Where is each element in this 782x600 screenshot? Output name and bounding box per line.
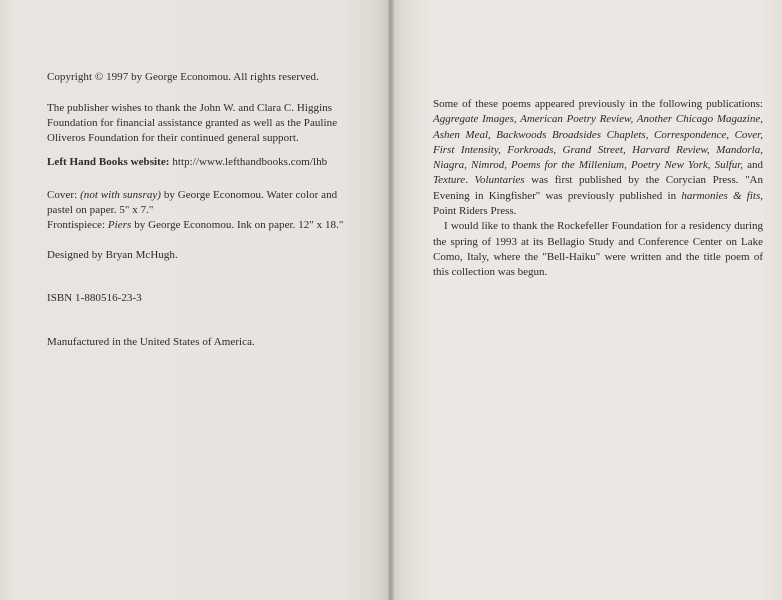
residency-paragraph: I would like to thank the Rockefeller Foundation for a residency during the spring of 1993 at its Bellagio Study and Conference Center on Lake Como, Italy, where the "Bell-Haiku" were written and the title poem of this collection was begun.	[433, 220, 763, 279]
acknowledgment-line: Foundation for financial assistance granted as well as the Pauline	[47, 117, 338, 129]
acknowledgments-text	[433, 97, 763, 281]
designer-line: Designed by Bryan McHugh.	[47, 249, 178, 261]
frontispiece-label: Frontispiece:	[47, 219, 106, 231]
publications-paragraph	[433, 97, 763, 219]
manufactured-block	[47, 335, 382, 350]
copyright-line: Copyright © 1997 by George Economou. All rights reserved.	[47, 71, 319, 83]
publications-and: and	[743, 159, 763, 172]
publications-intro: Some of these poems appeared previously in the following publications:	[433, 98, 763, 110]
acknowledgment-line: The publisher wishes to thank the John W. and Clara C. Higgins	[47, 102, 333, 114]
copyright-notice	[47, 70, 382, 85]
voluntaries-title: Voluntaries	[474, 174, 525, 187]
book-gutter	[388, 0, 394, 600]
publications-period: .	[465, 174, 475, 187]
right-page	[391, 0, 782, 600]
website-url: http://www.lefthandbooks.com/lhb	[172, 156, 328, 168]
designer-credit	[47, 248, 382, 263]
cover-text: by George Economou. Water color and	[161, 189, 338, 201]
frontispiece-text: by George Economou. Ink on paper. 12" x 18."	[131, 219, 344, 231]
publications-mid: was first published by the Corycian Press. "An Evening in Kingfisher" was previously published in	[433, 174, 764, 202]
isbn-block	[47, 291, 382, 306]
cover-title: (not with sunsray)	[80, 189, 162, 201]
website-label: Left Hand Books website:	[47, 156, 170, 168]
acknowledgment-line: Oliveros Foundation for their continued general support.	[47, 132, 299, 144]
frontispiece-title: Piers	[107, 219, 132, 231]
harmonies-title: harmonies & fits	[681, 189, 761, 202]
cover-credit	[47, 188, 382, 233]
cover-label: Cover:	[47, 189, 78, 201]
website-line	[47, 155, 382, 170]
isbn-line: ISBN 1-880516-23-3	[47, 292, 142, 304]
acknowledgment	[47, 101, 382, 146]
publications-end: , Point Riders Press.	[433, 189, 763, 218]
cover-line	[47, 188, 382, 203]
publication-texture: Texture	[433, 174, 466, 187]
cover-dimensions: pastel on paper. 5" x 7."	[47, 204, 154, 216]
manufactured-line: Manufactured in the United States of America.	[47, 336, 255, 348]
publications-list: Aggregate Images, American Poetry Review, Another Chicago Magazine, Ashen Meal, Backwoods Broadsides Chaplets, Correspondence, Cover, First Intensity, Forkroads, Grand Street, Harvard Review, Mandorla, Niagra, Nimrod, Poems for the Millenium, Poetry New York, Sulfur,	[433, 113, 763, 172]
frontispiece-line	[47, 218, 382, 233]
